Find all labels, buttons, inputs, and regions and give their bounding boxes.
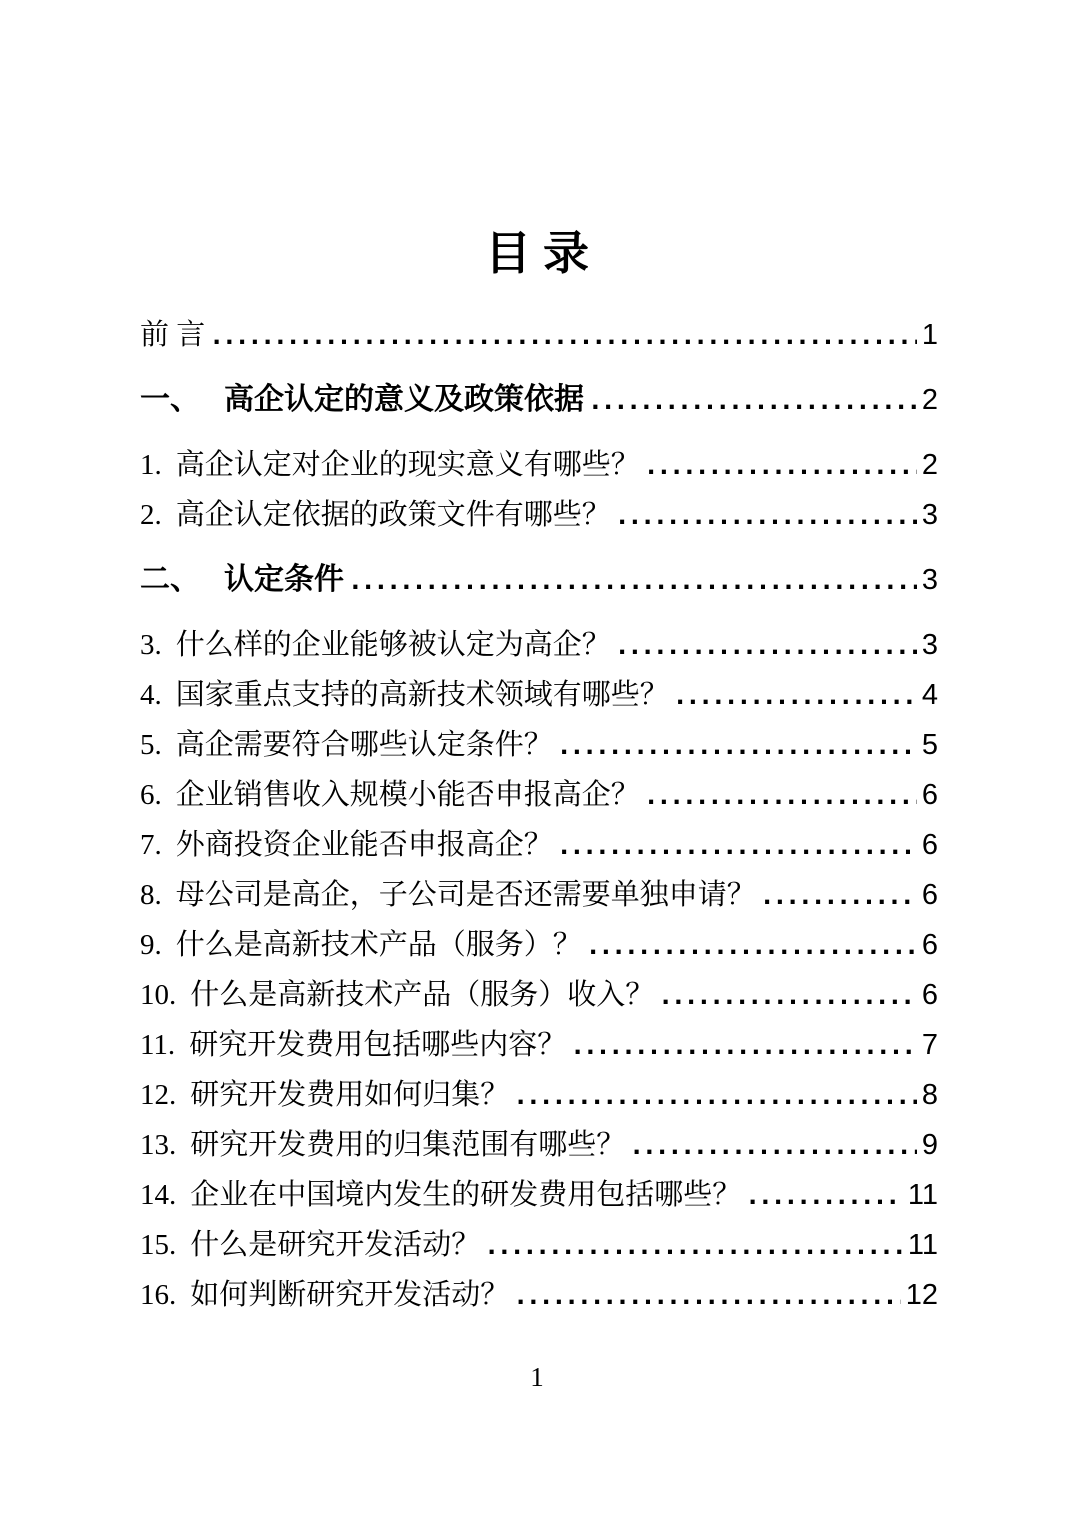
toc-entry — [140, 770, 938, 820]
toc-leader-dots — [618, 622, 917, 672]
toc-entry — [140, 620, 938, 670]
toc-page-number: 7 — [921, 1029, 938, 1061]
toc-page-number: 6 — [921, 779, 938, 811]
toc-page-number: 2 — [921, 449, 938, 481]
toc-entry-label: 高企认定依据的政策文件有哪些？ — [175, 499, 611, 531]
toc-entry — [140, 375, 938, 425]
toc-entry — [140, 1070, 938, 1120]
toc-entry — [140, 970, 938, 1020]
toc-entry-label: 企业在中国境内发生的研发费用包括哪些？ — [190, 1179, 742, 1211]
toc-entry-label: 什么是高新技术产品（服务）收入？ — [190, 979, 655, 1011]
toc-entry-label: 外商投资企业能否申报高企？ — [175, 829, 553, 861]
toc-leader-dots — [560, 722, 917, 772]
toc-page-number: 6 — [921, 929, 938, 961]
toc-entry-label: 研究开发费用包括哪些内容？ — [189, 1029, 567, 1061]
toc-entry-label: 母公司是高企，子公司是否还需要单独申请？ — [175, 879, 756, 911]
toc-entry — [140, 440, 938, 490]
toc-leader-dots — [632, 1122, 917, 1172]
toc-entry-label: 研究开发费用的归集范围有哪些？ — [190, 1129, 626, 1161]
toc-entry — [140, 870, 938, 920]
toc-page-number: 6 — [921, 879, 938, 911]
toc-entry — [140, 1270, 938, 1320]
toc-entry-label: 什么样的企业能够被认定为高企？ — [175, 629, 611, 661]
toc-leader-dots — [487, 1222, 903, 1272]
toc-entry-prefix: 15. — [140, 1229, 177, 1261]
toc-entry-prefix: 1. — [140, 449, 162, 481]
toc-entry-label: 国家重点支持的高新技术领域有哪些？ — [175, 679, 669, 711]
toc-leader-dots — [516, 1072, 917, 1122]
toc-entry-label: 高企认定对企业的现实意义有哪些？ — [175, 449, 640, 481]
toc-entry-prefix: 16. — [140, 1279, 177, 1311]
toc-entry-prefix: 4. — [140, 679, 162, 711]
toc-leader-dots — [516, 1272, 900, 1322]
toc-entry-prefix: 8. — [140, 879, 162, 911]
toc-leader-dots — [618, 492, 917, 542]
toc-page-number: 9 — [921, 1129, 938, 1161]
toc-leader-dots — [647, 442, 917, 492]
toc-leader-dots — [573, 1022, 917, 1072]
toc-entry-prefix: 12. — [140, 1079, 177, 1111]
toc-entry — [140, 820, 938, 870]
toc-page-number: 6 — [921, 979, 938, 1011]
toc-page-number: 3 — [921, 499, 938, 531]
toc-page-number: 3 — [921, 629, 938, 661]
toc-page-number: 3 — [921, 564, 938, 596]
toc-list — [140, 310, 938, 1320]
toc-entry — [140, 670, 938, 720]
toc-leader-dots — [647, 772, 917, 822]
toc-page-number: 11 — [907, 1179, 938, 1211]
toc-page-number: 6 — [921, 829, 938, 861]
toc-leader-dots — [676, 672, 917, 722]
toc-entry-label: 什么是高新技术产品（服务）？ — [175, 929, 582, 961]
toc-entry-prefix: 6. — [140, 779, 162, 811]
toc-leader-dots — [212, 312, 917, 362]
toc-page-number: 5 — [921, 729, 938, 761]
toc-entry — [140, 720, 938, 770]
toc-page-number: 1 — [921, 319, 938, 351]
toc-entry-prefix: 5. — [140, 729, 162, 761]
toc-leader-dots — [351, 557, 917, 607]
toc-entry — [140, 310, 938, 360]
toc-entry-prefix: 13. — [140, 1129, 177, 1161]
toc-leader-dots — [763, 872, 917, 922]
toc-entry-label: 高企需要符合哪些认定条件？ — [175, 729, 553, 761]
toc-entry-prefix: 2. — [140, 499, 162, 531]
toc-leader-dots — [591, 377, 917, 427]
toc-entry-prefix: 10. — [140, 979, 177, 1011]
toc-entry-prefix: 7. — [140, 829, 162, 861]
toc-page-number: 2 — [921, 384, 938, 416]
toc-entry-prefix: 11. — [140, 1029, 176, 1061]
toc-leader-dots — [560, 822, 917, 872]
toc-entry — [140, 1120, 938, 1170]
toc-leader-dots — [748, 1172, 903, 1222]
toc-entry-label: 前 言 — [140, 319, 206, 351]
toc-entry — [140, 1220, 938, 1270]
toc-entry — [140, 555, 938, 605]
toc-entry — [140, 1020, 938, 1070]
toc-entry-label: 什么是研究开发活动？ — [190, 1229, 481, 1261]
toc-leader-dots — [661, 972, 917, 1022]
toc-entry-prefix: 3. — [140, 629, 162, 661]
toc-entry-label: 企业销售收入规模小能否申报高企？ — [175, 779, 640, 811]
toc-entry — [140, 490, 938, 540]
toc-entry-prefix: 9. — [140, 929, 162, 961]
toc-leader-dots — [589, 922, 917, 972]
toc-entry-prefix: 二、 — [140, 563, 200, 596]
toc-page-number: 12 — [905, 1279, 938, 1311]
toc-entry-label: 如何判断研究开发活动？ — [190, 1279, 510, 1311]
toc-page-number: 8 — [921, 1079, 938, 1111]
toc-entry-label: 认定条件 — [224, 563, 344, 596]
toc-entry — [140, 920, 938, 970]
toc-page-number: 4 — [921, 679, 938, 711]
toc-entry-label: 研究开发费用如何归集？ — [190, 1079, 510, 1111]
toc-entry-prefix: 14. — [140, 1179, 177, 1211]
footer-page-number: 1 — [530, 1362, 544, 1392]
toc-entry — [140, 1170, 938, 1220]
toc-entry-label: 高企认定的意义及政策依据 — [224, 383, 584, 416]
toc-page-number: 11 — [907, 1229, 938, 1261]
toc-entry-prefix: 一、 — [140, 383, 200, 416]
page-title: 目录 — [485, 228, 601, 279]
